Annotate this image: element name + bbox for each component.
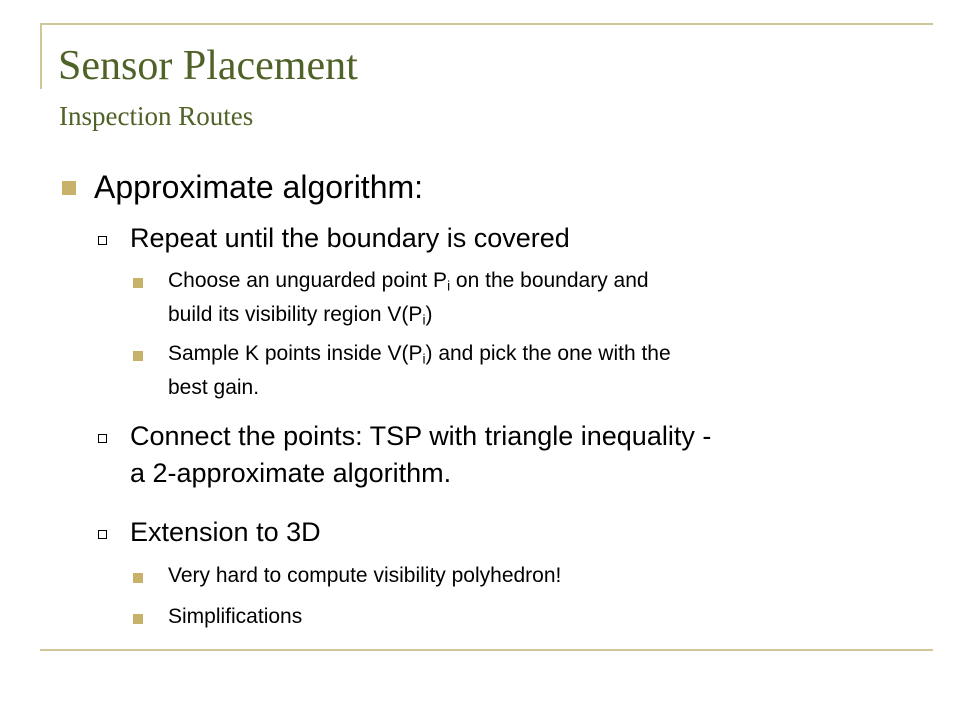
bullet-simplifications: Simplifications (168, 605, 303, 628)
square-bullet-icon (133, 351, 143, 361)
bottom-rule (40, 649, 933, 651)
bullet-sample-line-2: best gain. (168, 376, 260, 399)
slide-title: Sensor Placement (58, 43, 358, 89)
sample-subscript: i (422, 351, 426, 367)
top-rule (40, 23, 933, 25)
bullet-extension-3d: Extension to 3D (130, 517, 321, 547)
bullet-repeat: Repeat until the boundary is covered (130, 223, 570, 253)
square-bullet-icon (62, 181, 76, 195)
left-rule (40, 23, 42, 89)
bullet-connect-line-2: a 2-approximate algorithm. (130, 458, 452, 488)
choose-text-2-end: ) (425, 303, 433, 326)
choose-subscript-2: i (422, 312, 426, 328)
choose-subscript: i (447, 278, 451, 294)
square-bullet-icon (133, 614, 143, 624)
sample-text: Sample K points inside V(P (168, 342, 423, 365)
hollow-square-bullet-icon (98, 434, 107, 443)
bullet-very-hard: Very hard to compute visibility polyhedron! (168, 564, 562, 587)
bullet-connect-line-1: Connect the points: TSP with triangle inequality - (130, 421, 712, 451)
choose-text-end: on the boundary and (450, 269, 649, 292)
slide-subtitle: Inspection Routes (59, 101, 254, 131)
bullet-sample-line-1 (168, 341, 671, 367)
bullet-choose-line-1 (168, 268, 649, 294)
choose-text-2: build its visibility region V(P (168, 303, 423, 326)
square-bullet-icon (133, 573, 143, 583)
square-bullet-icon (133, 278, 143, 288)
bullet-choose-line-2 (168, 302, 432, 328)
hollow-square-bullet-icon (98, 236, 107, 245)
bullet-approximate-algorithm: Approximate algorithm: (94, 169, 424, 205)
hollow-square-bullet-icon (98, 530, 107, 539)
choose-text: Choose an unguarded point P (168, 269, 448, 292)
sample-text-end: ) and pick the one with the (425, 342, 671, 365)
